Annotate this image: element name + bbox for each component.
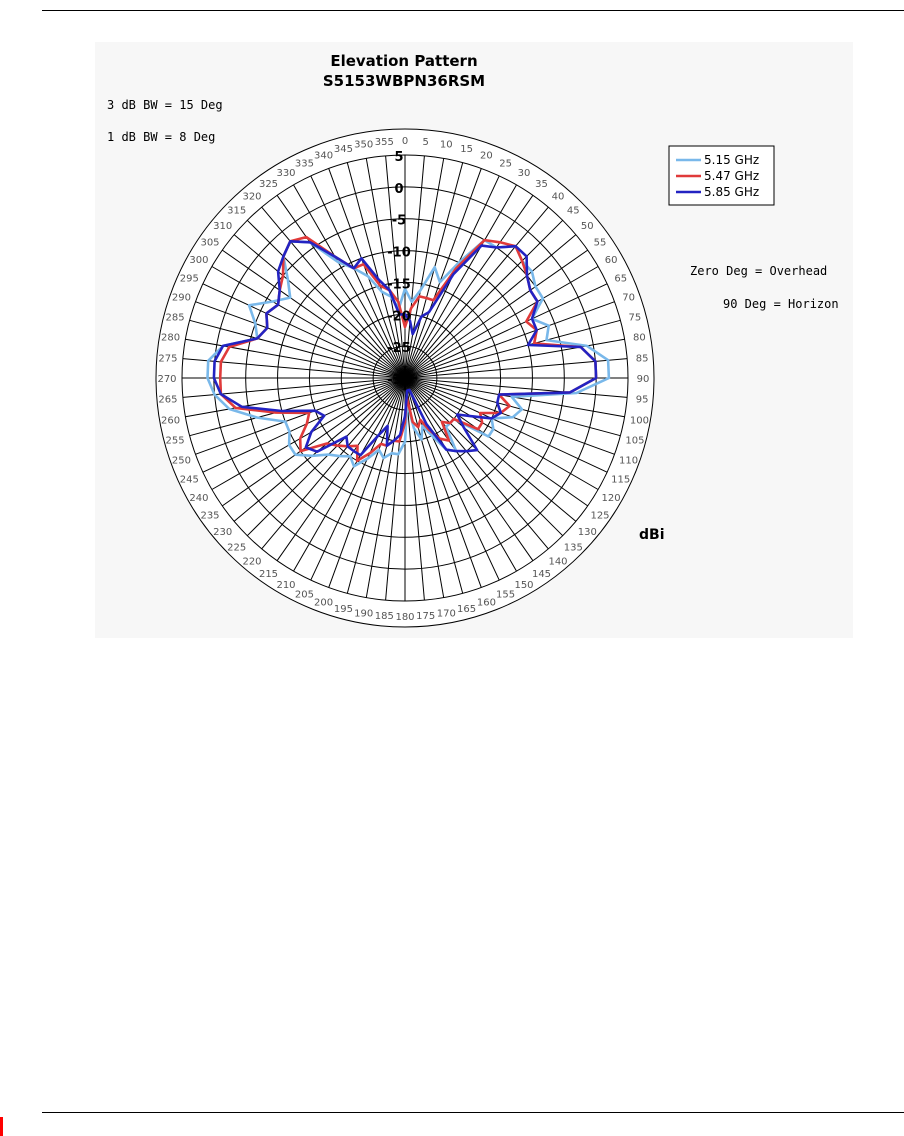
angle-tick-label: 270 — [157, 374, 177, 385]
angle-tick-label: 205 — [294, 589, 314, 601]
angle-tick-label: 70 — [622, 292, 635, 304]
angle-tick-label: 280 — [161, 332, 181, 344]
angle-tick-label: 200 — [314, 597, 334, 609]
angle-tick-label: 155 — [496, 589, 516, 601]
angle-tick-label: 110 — [619, 455, 639, 467]
angle-tick-label: 20 — [480, 150, 493, 162]
angle-tick-label: 340 — [314, 150, 334, 162]
annotation-1db-bw: 1 dB BW = 8 Deg — [107, 130, 216, 144]
angle-tick-label: 150 — [514, 580, 534, 592]
annotation-3db-bw: 3 dB BW = 15 Deg — [107, 98, 223, 112]
angle-tick-label: 185 — [374, 611, 394, 623]
elevation-polar-chart — [95, 42, 853, 638]
page-top-rule — [42, 10, 904, 11]
legend-label: 5.15 GHz — [704, 153, 760, 167]
angle-tick-label: 355 — [374, 136, 394, 148]
angle-tick-label: 290 — [171, 292, 191, 304]
angle-tick-label: 235 — [200, 510, 220, 522]
angle-tick-label: 320 — [242, 191, 262, 203]
angle-tick-label: 215 — [258, 569, 279, 580]
angle-tick-label: 335 — [294, 158, 314, 170]
angle-tick-label: 125 — [590, 510, 610, 522]
angle-tick-label: 40 — [551, 191, 565, 203]
radial-tick-label: 5 — [394, 150, 404, 165]
angle-tick-label: 60 — [604, 255, 618, 266]
chart-subtitle: S5153WBPN36RSM — [322, 72, 486, 90]
angle-tick-label: 245 — [179, 474, 199, 486]
angle-tick-label: 255 — [165, 435, 185, 447]
angle-tick-label: 30 — [517, 167, 531, 179]
angle-tick-label: 95 — [635, 394, 649, 406]
angle-tick-label: 10 — [439, 139, 453, 151]
angle-tick-label: 0 — [401, 136, 409, 147]
angle-tick-label: 120 — [601, 493, 621, 504]
legend — [669, 146, 774, 205]
radial-tick-label: -15 — [387, 277, 411, 293]
angle-tick-label: 195 — [333, 603, 353, 615]
angle-tick-label: 140 — [548, 556, 568, 568]
angle-tick-label: 345 — [333, 144, 353, 156]
angle-tick-label: 90 — [636, 374, 650, 385]
angle-tick-label: 305 — [200, 237, 220, 249]
angle-tick-label: 190 — [354, 608, 374, 620]
angle-tick-label: 15 — [460, 144, 473, 156]
angle-tick-label: 295 — [179, 273, 199, 285]
angle-tick-label: 50 — [580, 221, 594, 232]
chart-frame — [95, 42, 853, 638]
radial-tick-label: 0 — [394, 181, 404, 197]
angle-tick-label: 315 — [227, 205, 247, 217]
angle-tick-label: 170 — [436, 608, 456, 620]
angle-tick-label: 160 — [476, 597, 496, 609]
angle-tick-label: 145 — [531, 569, 552, 580]
radial-tick-label: -10 — [387, 245, 411, 261]
angle-tick-label: 325 — [258, 179, 279, 190]
angle-tick-label: 230 — [213, 527, 233, 538]
radial-tick-label: -30 — [387, 373, 411, 388]
angle-tick-label: 275 — [158, 353, 178, 365]
angle-tick-label: 260 — [161, 415, 181, 427]
angle-tick-label: 220 — [242, 556, 262, 568]
angle-tick-label: 250 — [171, 455, 191, 467]
angle-tick-label: 165 — [457, 603, 477, 615]
page-edge-marker — [0, 1117, 3, 1136]
radial-axis-unit-label: dBi — [639, 527, 665, 543]
angle-tick-label: 210 — [276, 580, 296, 592]
angle-tick-label: 350 — [354, 139, 374, 151]
angle-tick-label: 310 — [213, 221, 233, 232]
angle-tick-label: 135 — [563, 542, 583, 554]
angle-tick-label: 285 — [165, 312, 185, 324]
angle-tick-label: 25 — [499, 158, 512, 170]
angle-tick-label: 180 — [395, 612, 415, 623]
angle-tick-label: 225 — [227, 542, 247, 554]
annotation-90-deg: 90 Deg = Horizon — [723, 297, 839, 311]
angle-tick-label: 75 — [628, 312, 642, 324]
angle-tick-label: 5 — [422, 136, 429, 148]
angle-tick-label: 45 — [566, 205, 580, 217]
chart-title: Elevation Pattern — [330, 52, 478, 70]
annotation-zero-deg: Zero Deg = Overhead — [690, 264, 828, 278]
angle-tick-label: 300 — [189, 255, 209, 266]
radial-tick-label: -5 — [391, 213, 407, 229]
angle-tick-label: 115 — [611, 474, 631, 486]
angle-tick-label: 85 — [635, 353, 649, 365]
angle-tick-label: 105 — [625, 435, 645, 447]
angle-tick-label: 330 — [276, 167, 296, 179]
radial-tick-label: -25 — [387, 341, 411, 357]
angle-tick-label: 65 — [614, 273, 628, 285]
angle-tick-label: 100 — [629, 415, 649, 427]
angle-tick-label: 130 — [577, 527, 597, 538]
radial-tick-label: -20 — [387, 309, 411, 325]
angle-tick-label: 240 — [189, 493, 209, 504]
legend-label: 5.85 GHz — [704, 185, 760, 199]
angle-tick-label: 80 — [633, 332, 646, 344]
legend-label: 5.47 GHz — [704, 169, 760, 183]
angle-tick-label: 175 — [416, 611, 436, 623]
page-bottom-rule — [42, 1112, 904, 1113]
angle-tick-label: 55 — [593, 237, 607, 249]
angle-tick-label: 265 — [158, 394, 178, 406]
angle-tick-label: 35 — [535, 179, 548, 190]
